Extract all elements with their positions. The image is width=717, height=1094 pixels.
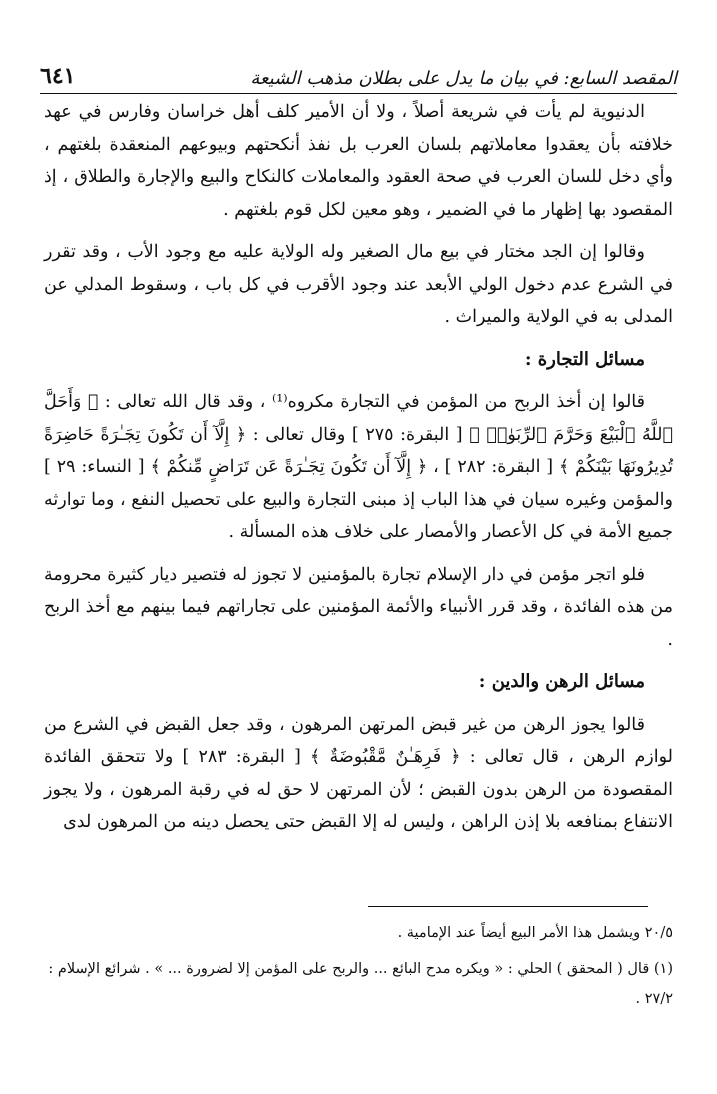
paragraph: فلو اتجر مؤمن في دار الإسلام تجارة بالمؤمنين لا تجوز له فتصير ديار كثيرة محرومة من هذه الفائدة ، وقد قرر الأنبياء والأئمة المؤمنين على تجاراتهم فيما بينهم مع أخذ الربح . (44, 564, 673, 650)
paragraph: قالوا يجوز الرهن من غير قبض المرتهن المرهون ، وقد جعل القبض في الشرع من لوازم الرهن ، قال تعالى : ﴿ فَرِهَـٰنٌ مَّقْبُوضَةٌ ﴾ [ البقرة: ٢٨٣ ] ولا تتحقق الفائدة المقصودة من الرهن بدون القبض ؛ لأن المرتهن لا حق له في رقبة المرهون ، ولا يجوز الانتفاع بمنافعه بلا إذن الراهن ، وليس له إلا القبض حتى يحصل دينه من المرهون لدى (44, 714, 673, 832)
footnote: ٢٠/٥ ويشمل هذا الأمر البيع أيضاً عند الإمامية . (397, 925, 673, 941)
paragraph: الدنيوية لم يأت في شريعة أصلاً ، ولا أن الأمير كلف أهل خراسان وفارس في عهد خلافته بأن يعقدوا معاملاتهم بلسان العرب بل نفذ أنكحتهم وبيوعهم المنعقدة بلغتهم ، وأي دخل للسان العرب في صحة العقود والمعاملات كالنكاح والبيع والإجارة والطلاق ، إذ المقصود بها إظهار ما في الضمير ، وهو معين لكل قوم بلغتهم . (44, 102, 673, 220)
page-header (40, 58, 677, 94)
running-title: المقصد السابع: في بيان ما يدل على بطلان مذهب الشيعة (250, 68, 677, 89)
section-heading: مسائل الرهن والدين : (478, 671, 645, 692)
paragraph: قالوا إن أخذ الربح من المؤمن في التجارة مكروه⁽¹⁾ ، وقد قال الله تعالى : ﴿ وَأَحَلَّ ٱللَّهُ ٱلْبَيْعَ وَحَرَّمَ ٱلرِّبَوٰا۟ ﴾ [ البقرة: ٢٧٥ ] وقال تعالى : ﴿ إِلَّآ أَن تَكُونَ تِجَـٰرَةً حَاضِرَةً تُدِيرُونَهَا بَيْنَكُمْ ﴾ [ البقرة: ٢٨٢ ] ، ﴿ إِلَّآ أَن تَكُونَ تِجَـٰرَةً عَن تَرَاضٍ مِّنكُمْ ﴾ [ النساء: ٢٩ ] والمؤمن وغيره سيان في هذا الباب إذ مبنى التجارة والبيع على تحصيل النفع ، وما توارثه جميع الأمة في كل الأعصار والأمصار على خلاف هذه المسألة . (44, 392, 674, 542)
footnotes (44, 918, 673, 1020)
page-number: ٦٤١ (40, 63, 76, 89)
footnote: (١) قال ( المحقق ) الحلي : « ويكره مدح البائع ... والربح على المؤمن إلا لضرورة ... » . شرائع الإسلام : ٢٧/٢ . (48, 961, 673, 1007)
footnote-divider (368, 906, 648, 907)
main-text (44, 96, 673, 849)
section-heading: مسائل التجارة : (524, 348, 645, 370)
paragraph: وقالوا إن الجد مختار في بيع مال الصغير وله الولاية عليه مع وجود الأب ، وقد تقرر في الشرع عدم دخول الولي الأبعد عند وجود الأقرب في كل باب ، وسقوط المدلي عن المدلى به في الولاية والميراث . (44, 242, 673, 327)
